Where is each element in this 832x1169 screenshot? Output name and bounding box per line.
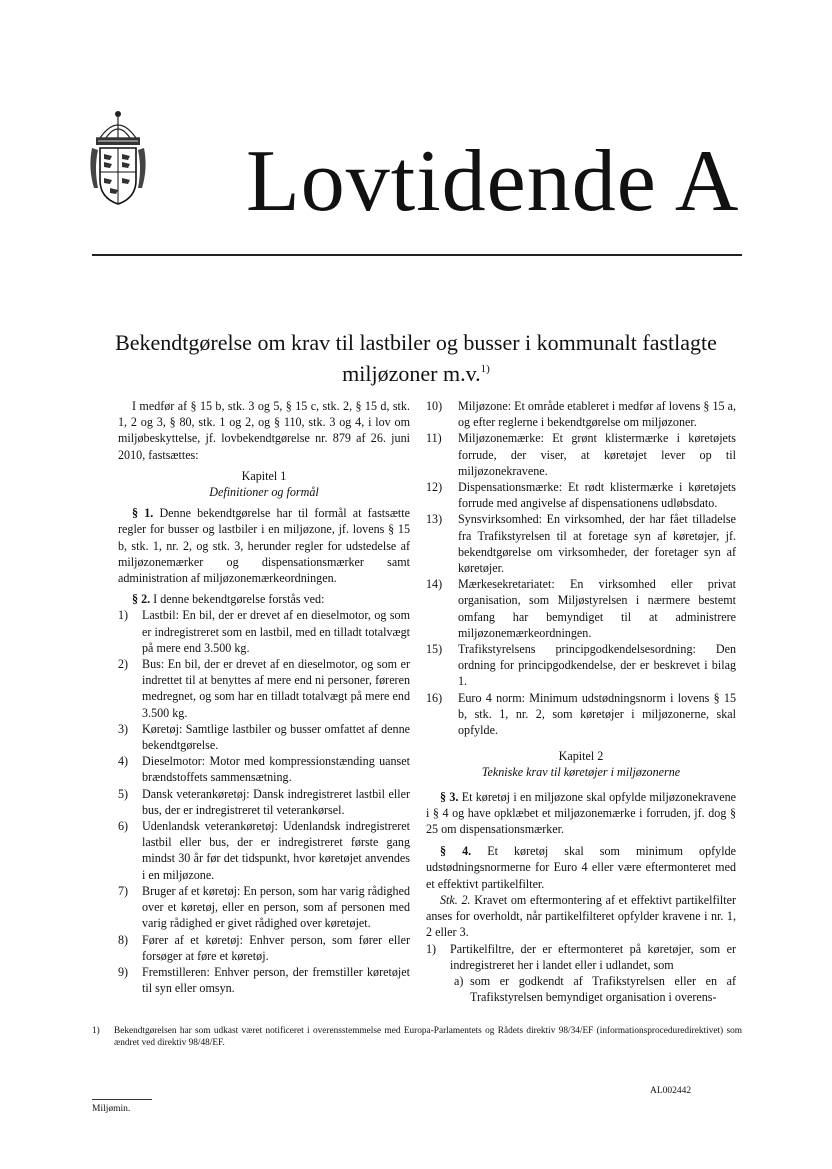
paragraph-3-text: Et køretøj i en miljøzone skal opfylde miljøzonekravene i § 4 og have opklæbet et miljøzonemærke i forruden, jf. dog § 25 om dispensationsmærker. — [426, 789, 736, 837]
definition-item — [426, 398, 736, 430]
chapter-2-subtitle: Tekniske krav til køretøjer i miljøzonerne — [481, 765, 681, 780]
definition-number: 5) — [118, 786, 129, 801]
footnote-mark: 1) — [92, 1026, 100, 1036]
paragraph-2-mark: § 2. — [132, 592, 151, 607]
definition-text: Lastbil: En bil, der er drevet af en dieselmotor, og som er indregistreret som en lastbil, med en tilladt totalvægt på mere end 3.500 kg. — [142, 608, 410, 655]
definition-item — [426, 690, 736, 739]
definition-item — [426, 479, 736, 511]
left-column — [118, 398, 410, 996]
definition-item — [118, 818, 410, 883]
list-number: 1) — [426, 941, 437, 956]
definition-number: 15) — [426, 642, 443, 657]
paragraph-2 — [118, 591, 410, 607]
ministry-label: Miljømin. — [92, 1104, 131, 1114]
definition-text: Dispensationsmærke: Et rødt klistermærke i køretøjets forrude med angivelse af dispensationens udløbsdato. — [458, 480, 736, 511]
paragraph-3-mark: § 3. — [440, 789, 459, 804]
sub-list-letter: a) — [454, 973, 464, 988]
definition-item — [118, 656, 410, 721]
ministry-divider — [92, 1099, 152, 1100]
royal-crest-logo — [86, 108, 150, 208]
definition-text: Udenlandsk veterankøretøj: Udenlandsk indregistreret lastbil eller bus, der er indregistreret første gang mindst 30 år før det tidspunkt, hvor køretøjet anvendes i en miljøzone. — [142, 819, 410, 882]
definition-number: 4) — [118, 754, 129, 769]
document-title — [100, 330, 732, 387]
sub-list-item — [426, 973, 736, 1005]
definition-number: 7) — [118, 883, 129, 898]
paragraph-1-text: Denne bekendtgørelse har til formål at fastsætte regler for busser og lastbiler i en miljøzone, jf. lovens § 15 b, stk. 1, nr. 2, og stk. 3, herunder regler for udstedelse af miljøzonemærker og dispensationsmærker samt administration af miljøzonemærkeordningen. — [118, 506, 411, 586]
definition-number: 14) — [426, 577, 443, 592]
list-item — [426, 941, 736, 973]
footnote-text: Bekendtgørelsen har som udkast været notificeret i overensstemmelse med Europa-Parlamentets og Rådets direktiv 98/34/EF (informationsproceduredirektivet) som ændret ved direktiv 98/48/EF. — [114, 1026, 742, 1048]
paragraph-1-mark: § 1. — [132, 506, 154, 521]
masthead-divider — [92, 254, 742, 256]
chapter-1-subtitle: Definitioner og formål — [209, 485, 319, 500]
definition-item — [118, 753, 410, 785]
definition-item — [118, 932, 410, 964]
definition-number: 12) — [426, 480, 443, 495]
title-line-2: miljøzoner m.v. — [342, 361, 481, 386]
document-id: AL002442 — [650, 1086, 692, 1096]
definition-text: Mærkesekretariatet: En virksomhed eller privat organisation, som Miljøstyrelsen i nærmere bestemt omfang har bemyndiget til at administrere miljøzonemærkeordningen. — [458, 577, 736, 640]
definition-number: 2) — [118, 657, 129, 672]
definition-number: 13) — [426, 512, 443, 527]
paragraph-4 — [426, 843, 736, 892]
paragraph-4-text: Et køretøj skal som minimum opfylde udstødningsnormerne for Euro 4 eller være eftermonteret med et effektivt partikelfilter. — [426, 844, 736, 891]
intro-text: I medfør af § 15 b, stk. 3 og 5, § 15 c, stk. 2, § 15 d, stk. 1, 2 og 3, § 80, stk. 1 og 2, og § 110, stk. 3 og 4, i lov om miljøbeskyttelse, jf. lovbekendtgørelse nr. 879 af 26. juni 2010, fastsættes: — [118, 399, 410, 462]
definition-text: Bus: En bil, der er drevet af en dieselmotor, og som er indrettet til at benyttes af mere end ni personer, føreren medregnet, og som har en tilladt totalvægt på mere end 3.500 kg. — [142, 657, 410, 720]
definition-item — [118, 607, 410, 656]
list-text: Partikelfiltre, der er eftermonteret på køretøjer, som er indregistreret her i landet eller i udlandet, som — [450, 941, 736, 972]
definition-number: 10) — [426, 399, 443, 413]
paragraph-2-text: I denne bekendtgørelse forstås ved: — [153, 592, 325, 607]
definition-item — [426, 641, 736, 690]
definition-item — [426, 576, 736, 641]
definition-number: 16) — [426, 690, 443, 705]
definition-text: Euro 4 norm: Minimum udstødningsnorm i lovens § 15 b, stk. 1, nr. 2, som køretøjer i miljøzonerne, skal opfylde. — [458, 690, 736, 738]
definition-text: Køretøj: Samtlige lastbiler og busser omfattet af denne bekendtgørelse. — [142, 721, 410, 753]
definition-number: 9) — [118, 964, 129, 979]
stk-2-mark: Stk. 2. — [440, 892, 471, 907]
footnote — [92, 1025, 742, 1049]
paragraph-3 — [426, 789, 736, 838]
definition-text: Miljøzonemærke: Et grønt klistermærke i køretøjets forrude, der viser, at køretøjet lever op til miljøzonekravene. — [458, 431, 736, 478]
title-line-1: Bekendtgørelse om krav til lastbiler og busser i kommunalt fastlagte — [115, 330, 717, 355]
paragraph-4-mark: § 4. — [440, 844, 472, 859]
title-footnote-mark: 1) — [480, 363, 490, 375]
stk-2-text: Kravet om eftermontering af et effektivt partikelfilter anses for overholdt, når partikelfilteret opfylder kravene i nr. 1, 2 eller 3. — [426, 892, 736, 940]
definition-item — [426, 430, 736, 479]
definition-item — [118, 721, 410, 753]
masthead-title: Lovtidende A — [246, 133, 740, 230]
definition-number: 3) — [118, 721, 129, 736]
definition-number: 1) — [118, 608, 129, 623]
definition-text: Trafikstyrelsens principgodkendelsesordning: Den ordning for principgodkendelse, der er beskrevet i bilag 1. — [458, 642, 736, 689]
chapter-2-heading: Kapitel 2 — [558, 749, 604, 764]
paragraph-4-stk-2 — [426, 892, 736, 941]
definition-item — [118, 883, 410, 932]
definition-number: 11) — [426, 431, 442, 446]
definition-item — [426, 511, 736, 576]
definition-item — [118, 786, 410, 818]
paragraph-1 — [118, 505, 410, 586]
right-column — [426, 398, 736, 1005]
definition-text: Fører af et køretøj: Enhver person, som fører eller forsøger at føre et køretøj. — [142, 932, 410, 963]
definition-text: Synsvirksomhed: En virksomhed, der har fået tilladelse fra Trafikstyrelsen til at foretage syn af køretøjer, jf. bekendtgørelse om virksomheder, der foretager syn af køretøjer. — [458, 512, 736, 576]
definition-item — [118, 964, 410, 996]
definition-number: 6) — [118, 819, 129, 834]
definition-number: 8) — [118, 932, 129, 947]
title-line-2-wrap — [100, 356, 732, 387]
definition-text: Dieselmotor: Motor med kompressionstænding uanset brændstoffets sammensætning. — [142, 754, 410, 785]
definition-text: Miljøzone: Et område etableret i medfør af lovens § 15 a, og efter reglerne i bekendtgørelse om miljøzoner. — [458, 399, 736, 430]
chapter-1-heading: Kapitel 1 — [241, 468, 287, 483]
definition-text: Fremstilleren: Enhver person, der fremstiller køretøjet til syn eller omsyn. — [142, 964, 410, 996]
definition-text: Dansk veterankøretøj: Dansk indregistreret lastbil eller bus, der er indregistreret til veterankørsel. — [142, 786, 410, 817]
definition-text: Bruger af et køretøj: En person, som har varig rådighed over et køretøj, eller en person, som af personen med varig rådighed er givet rådighed over køretøjet. — [142, 883, 410, 931]
sub-list-text: som er godkendt af Trafikstyrelsen eller en af Trafikstyrelsen bemyndiget organisation i overens- — [470, 973, 736, 1005]
